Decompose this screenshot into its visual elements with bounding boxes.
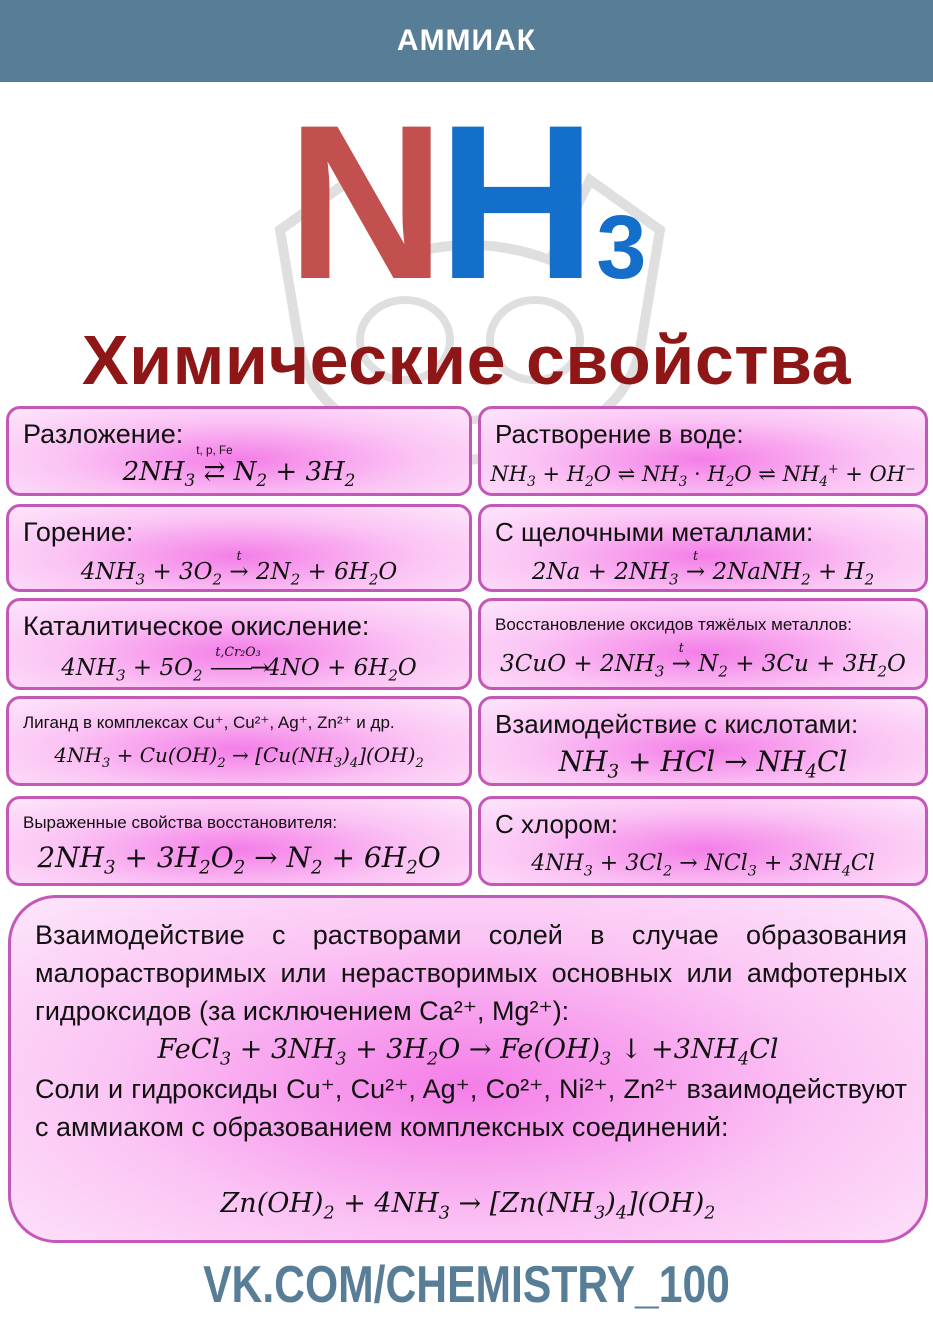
- formula-n: N: [286, 79, 438, 325]
- equation: $4NH_3 + 5O_2$ t,Cr₂O₃ ——→4NO + $6H_2O$: [61, 643, 417, 685]
- card-title: Восстановление оксидов тяжёлых металлов:: [495, 615, 853, 634]
- salts-panel: [8, 895, 928, 1243]
- card-water: [478, 406, 928, 496]
- card-reducer: [6, 796, 472, 886]
- equation: $2NH_3$ t, p, Fe ⇄ $N_2 + 3H_2$: [122, 444, 356, 491]
- equation: $3CuO + 2NH_3$ t → $N_2 + 3Cu + 3H_2O$: [500, 639, 906, 681]
- equation: $4NH_3 + 3Cl_2 \to NCl_3 + 3NH_4Cl$: [531, 851, 875, 880]
- reaction-condition: t: [236, 547, 242, 563]
- card-title: Растворение в воде:: [495, 419, 744, 449]
- card-decomposition: [6, 406, 472, 496]
- card-alkali-metals: [478, 504, 928, 592]
- card-title: Выраженные свойства восстановителя:: [23, 813, 338, 832]
- card-title: Лиганд в комплексах Cu⁺, Cu²⁺, Ag⁺, Zn²⁺ и др.: [23, 713, 395, 732]
- card-acids: [478, 696, 928, 786]
- header-title: АММИАК: [396, 24, 537, 57]
- card-title: Разложение:: [23, 419, 184, 449]
- header-bar: [0, 0, 933, 82]
- card-combustion: [6, 504, 472, 592]
- equation: $NH_3$ + HCl → $NH_4Cl$: [558, 745, 848, 783]
- page-title: Химические свойства: [81, 321, 852, 399]
- card-title: Горение:: [23, 517, 134, 547]
- complex-paragraph: Соли и гидроксиды Cu⁺, Cu²⁺, Ag⁺, Co²⁺, Ni²⁺, Zn²⁺ взаимодействуют с аммиаком с образованием комплексных соединений:: [35, 1074, 907, 1142]
- salts-paragraph: Взаимодействие с растворами солей в случае образования малорастворимых или нерастворимых основных или амфотерных гидроксидов (за исключением Ca²⁺, Mg²⁺):: [35, 920, 907, 1026]
- card-title: Каталитическое окисление:: [23, 611, 370, 641]
- card-catalytic-oxidation: [6, 598, 472, 690]
- card-title: С хлором:: [495, 809, 618, 839]
- equation-zinc: $Zn(OH)_2 + 4NH_3 \to [Zn(NH_3)_4](OH)_2$: [220, 1188, 716, 1224]
- reaction-condition: t, p, Fe: [196, 444, 233, 458]
- nh3-formula: [0, 79, 933, 325]
- equation: $4NH_3 + 3O_2$ t → $2N_2 + 6H_2O$: [80, 547, 398, 589]
- equation: $NH_3 + H_2O$ ⇌ $NH_3 \cdot H_2O$ ⇌ $NH_4^+ + OH^-$: [490, 461, 916, 491]
- equation: $2Na + 2NH_3$ t → 2NaNH$_2$ + $H_2$: [531, 547, 875, 589]
- equation: $4NH_3 + Cu(OH)_2 \to [Cu(NH_3)_4](OH)_2$: [54, 743, 424, 771]
- card-title: Взаимодействие с кислотами:: [495, 709, 859, 739]
- card-chlorine: [478, 796, 928, 886]
- reaction-condition: t: [692, 547, 699, 563]
- reaction-condition: t: [678, 639, 684, 655]
- equation-fecl3: FeCl$_3$ + $3NH_3 + 3H_2O \to Fe(OH)_3$ ↓ $+3NH_4Cl$: [157, 1034, 779, 1070]
- card-ligand: [6, 696, 472, 786]
- formula-subscript: 3: [596, 198, 647, 298]
- formula-h: H: [437, 79, 597, 325]
- card-title: С щелочными металлами:: [495, 517, 814, 547]
- footer-link[interactable]: VK.COM/CHEMISTRY_100: [203, 1256, 730, 1314]
- equation: $2NH_3 + 3H_2O_2 \to N_2 + 6H_2O$: [37, 841, 441, 879]
- card-metal-oxide-reduction: [478, 598, 928, 690]
- reaction-condition: t,Cr₂O₃: [215, 643, 261, 659]
